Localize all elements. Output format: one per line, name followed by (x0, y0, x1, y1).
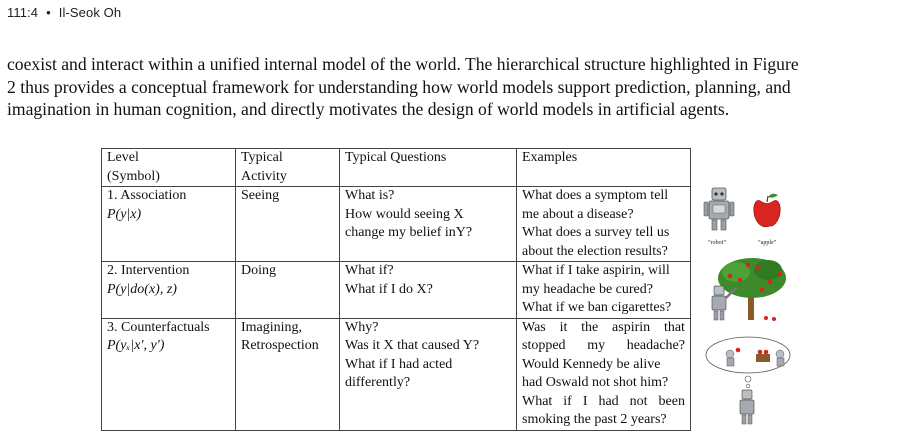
row-examples: What does a symptom tell me about a disease? What does a survey tell us about the election results? (517, 187, 691, 262)
header-examples: Examples (517, 149, 691, 187)
running-header (7, 5, 121, 20)
paragraph-line: 2 thus provides a conceptual framework for understanding how world models support prediction, planning, and (7, 76, 791, 97)
causal-ladder-table (101, 148, 691, 431)
header-questions: Typical Questions (340, 149, 517, 187)
row-level: 2. Intervention P(y|do(x), z) (102, 262, 236, 319)
caption-robot: “robot” (708, 240, 726, 246)
body-paragraph (7, 53, 909, 121)
author-name: Il-Seok Oh (58, 5, 122, 20)
row-activity: Doing (236, 262, 340, 319)
table-header-row (102, 149, 691, 187)
row-questions: Why? Was it X that caused Y? What if I had acted differently? (340, 318, 517, 430)
table-row (102, 318, 691, 430)
ladder-illustrations (700, 150, 910, 430)
row-questions: What if? What if I do X? (340, 262, 517, 319)
header-separator: • (46, 5, 51, 20)
apple-tree-icon (718, 258, 786, 321)
row-examples: Was it the aspirin that stopped my headache? Would Kennedy be alive had Oswald not shot him? What if I had not been smoking the past 2 years? (517, 318, 691, 430)
robot-seeing-icon (704, 188, 734, 230)
thought-bubble-icon (706, 337, 790, 388)
row-questions: What is? How would seeing X change my belief inY? (340, 187, 517, 262)
paragraph-line: imagination in human cognition, and directly motivates the design of world models in artificial agents. (7, 99, 730, 119)
page-number: 111:4 (7, 5, 39, 20)
robot-doing-icon (712, 286, 736, 320)
apple-icon (754, 194, 781, 227)
table-row (102, 187, 691, 262)
header-level: Level (Symbol) (102, 149, 236, 187)
robot-imagining-icon (740, 390, 754, 424)
table-row (102, 262, 691, 319)
caption-apple: “apple” (758, 240, 777, 246)
row-level: 1. Association P(y|x) (102, 187, 236, 262)
row-examples: What if I take aspirin, will my headache be cured? What if we ban cigarettes? (517, 262, 691, 319)
row-activity: Imagining, Retrospection (236, 318, 340, 430)
row-activity: Seeing (236, 187, 340, 262)
row-level: 3. Counterfactuals P(yₓ|x′, y′) (102, 318, 236, 430)
header-activity: Typical Activity (236, 149, 340, 187)
paragraph-line: coexist and interact within a unified internal model of the world. The hierarchical structure highlighted in Figure (7, 54, 799, 74)
